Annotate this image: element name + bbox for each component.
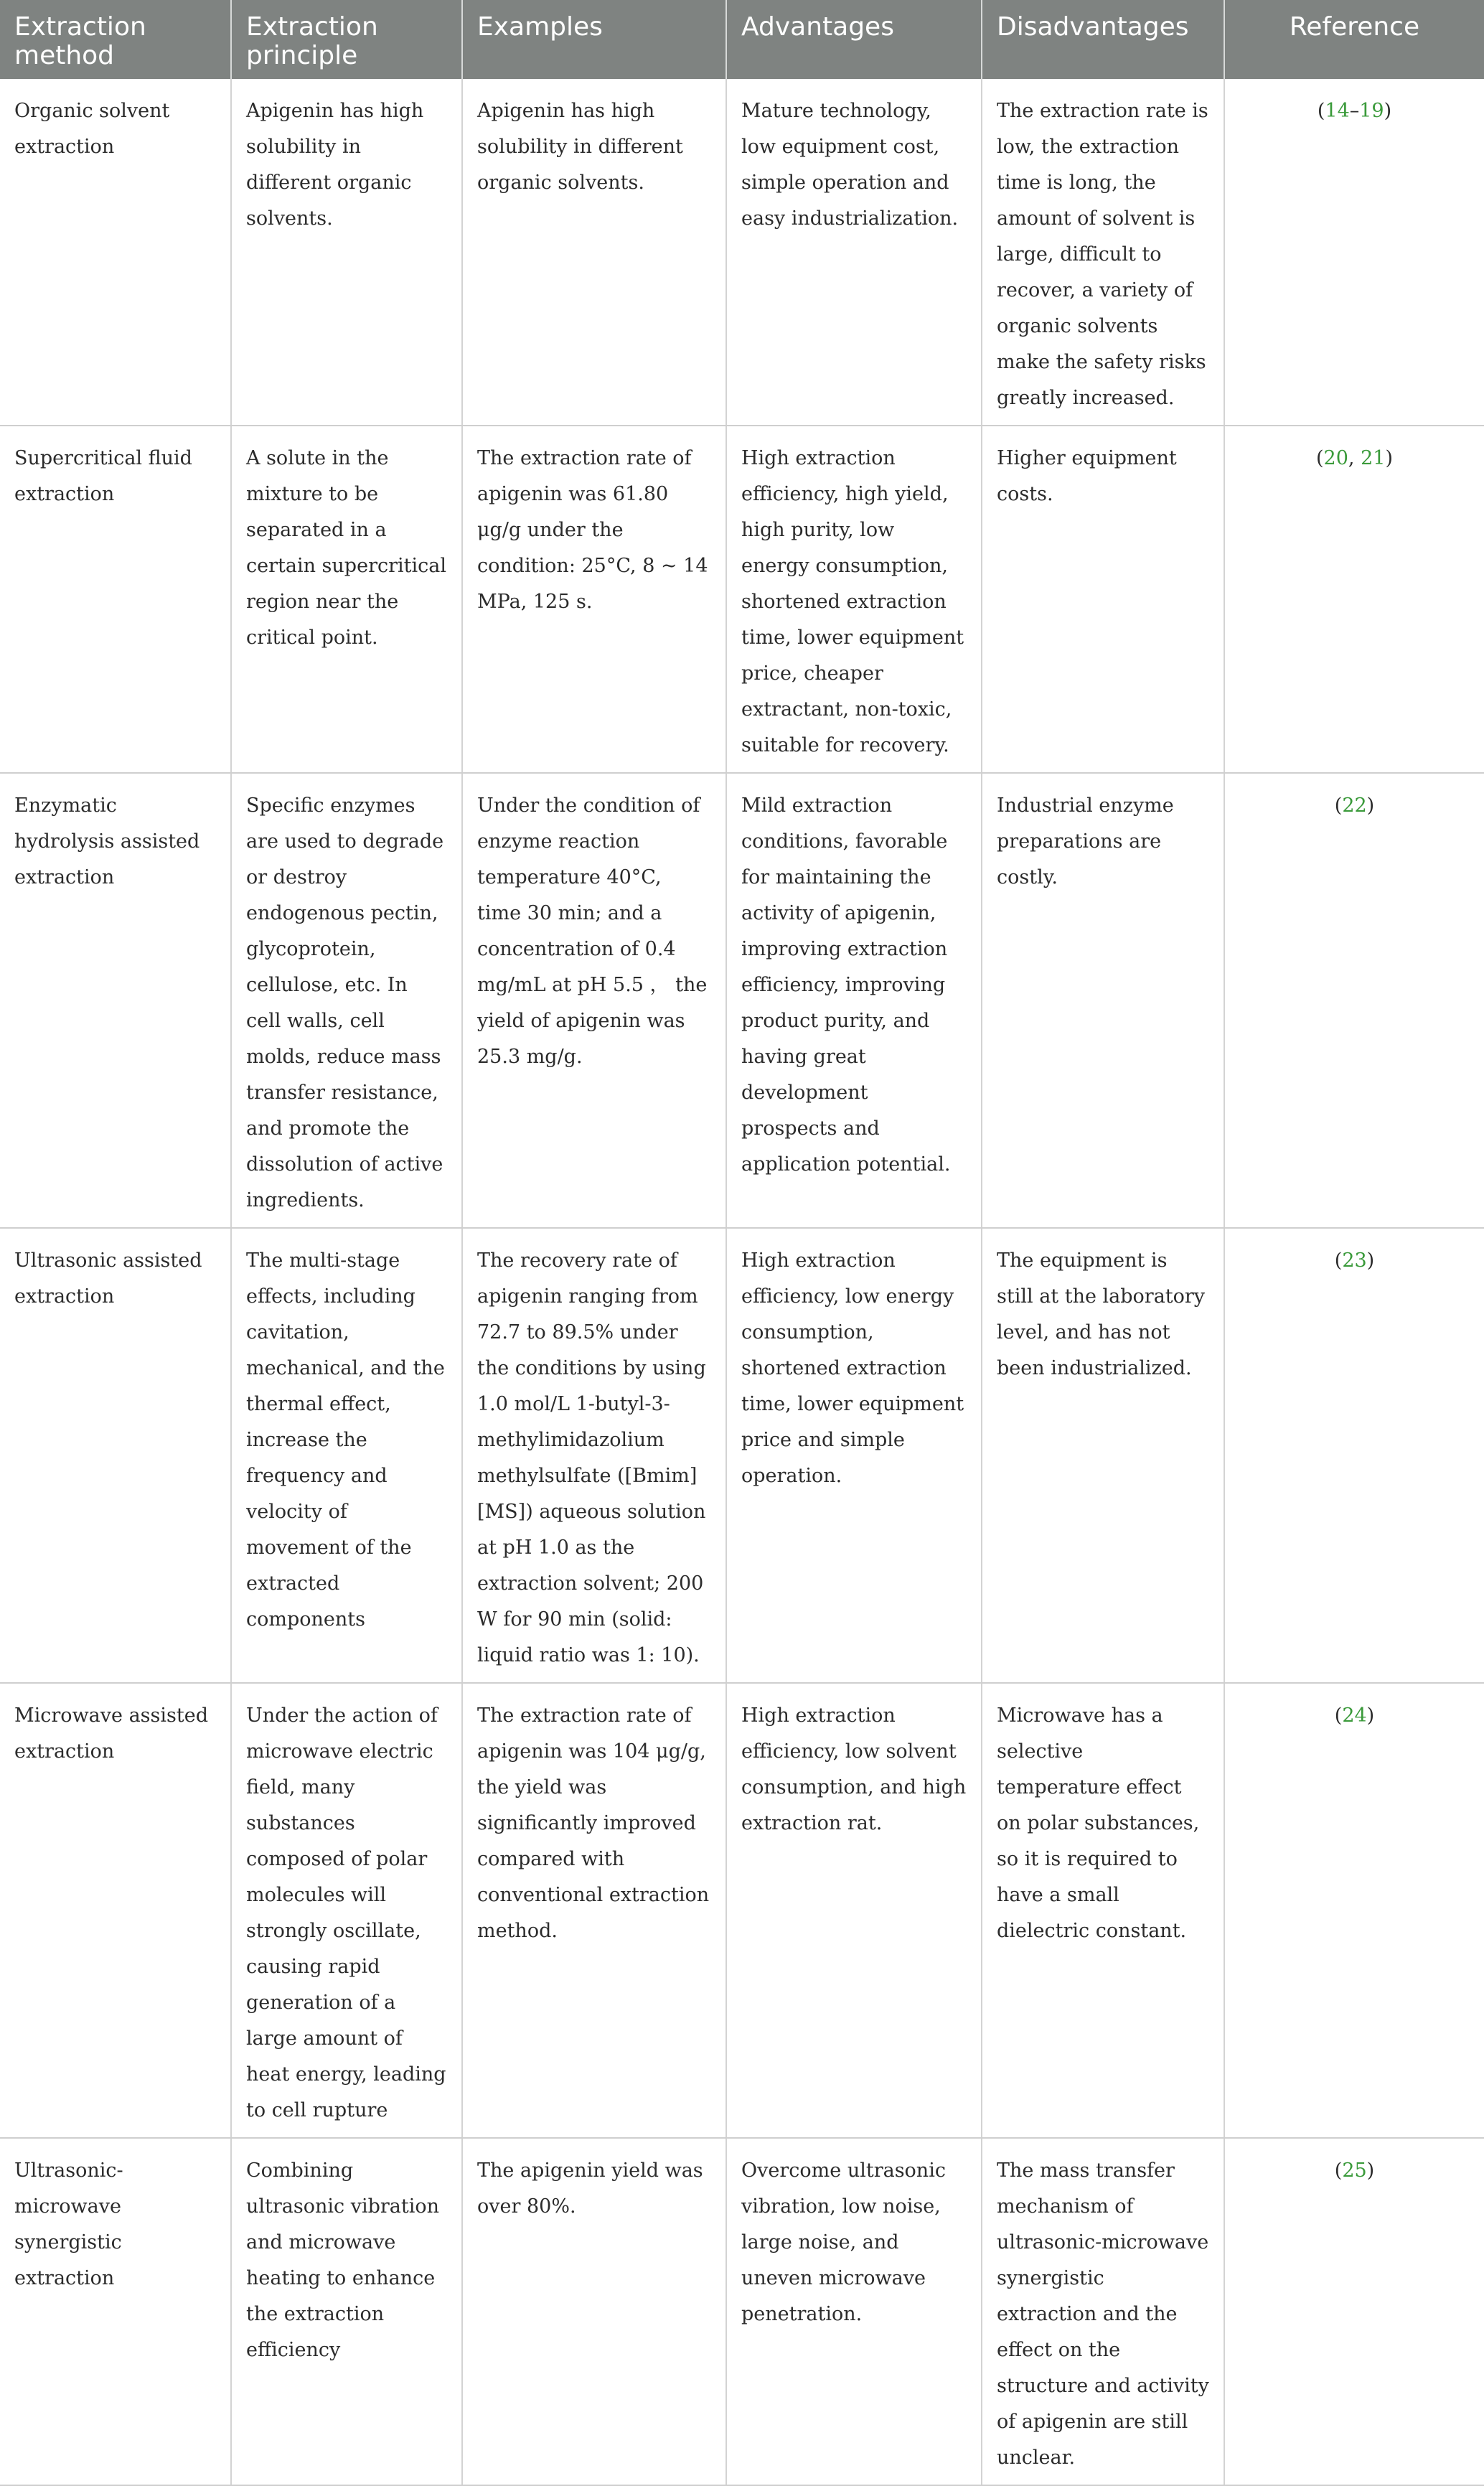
cell-disadvantages: Industrial enzyme preparations are costly. xyxy=(982,773,1224,1228)
header-advantages: Advantages xyxy=(726,0,982,79)
table-row xyxy=(0,1228,1484,1683)
ref-close-paren: ) xyxy=(1366,1249,1375,1272)
reference-link[interactable]: 14 xyxy=(1325,100,1350,122)
ref-close-paren: ) xyxy=(1385,447,1393,469)
reference-link[interactable]: 21 xyxy=(1361,447,1386,469)
table-row xyxy=(0,773,1484,1228)
cell-method: Enzymatic hydrolysis assisted extraction xyxy=(0,773,231,1228)
cell-principle: A solute in the mixture to be separated in a certain supercritical region near the critical point. xyxy=(231,426,462,773)
table-row xyxy=(0,2138,1484,2485)
ref-close-paren: ) xyxy=(1366,794,1375,817)
reference-link[interactable]: 24 xyxy=(1342,1704,1367,1727)
header-examples: Examples xyxy=(462,0,726,79)
cell-reference xyxy=(1224,79,1484,426)
cell-advantages: High extraction efficiency, high yield, high purity, low energy consumption, shortened extraction time, lower equipment price, cheaper extractant, non-toxic, suitable for recovery. xyxy=(726,426,982,773)
cell-disadvantages: The mass transfer mechanism of ultrasonic-microwave synergistic extraction and the effect on the structure and activity of apigenin are still unclear. xyxy=(982,2138,1224,2485)
cell-principle: Apigenin has high solubility in different organic solvents. xyxy=(231,79,462,426)
cell-examples: Under the condition of enzyme reaction temperature 40°C, time 30 min; and a concentration of 0.4 mg/mL at pH 5.5 ， the yield of apigenin was 25.3 mg/g. xyxy=(462,773,726,1228)
cell-disadvantages: Higher equipment costs. xyxy=(982,426,1224,773)
ref-separator: , xyxy=(1348,447,1361,469)
cell-method: Microwave assisted extraction xyxy=(0,1683,231,2138)
reference-link[interactable]: 19 xyxy=(1359,100,1384,122)
cell-method: Ultrasonic-microwave synergistic extraction xyxy=(0,2138,231,2485)
ref-open-paren: ( xyxy=(1317,100,1325,122)
cell-principle: The multi-stage effects, including cavitation, mechanical, and the thermal effect, increase the frequency and velocity of movement of the extracted components xyxy=(231,1228,462,1683)
reference-link[interactable]: 20 xyxy=(1323,447,1348,469)
cell-examples: The recovery rate of apigenin ranging from 72.7 to 89.5% under the conditions by using 1.0 mol/L 1-butyl-3-methylimidazolium methylsulfate ([Bmim][MS]) aqueous solution at pH 1.0 as the extraction solvent; 200 W for 90 min (solid: liquid ratio was 1: 10). xyxy=(462,1228,726,1683)
cell-advantages: High extraction efficiency, low solvent consumption, and high extraction rat. xyxy=(726,1683,982,2138)
cell-method: Organic solvent extraction xyxy=(0,79,231,426)
cell-principle: Specific enzymes are used to degrade or destroy endogenous pectin, glycoprotein, cellulose, etc. In cell walls, cell molds, reduce mass transfer resistance, and promote the dissolution of active ingredients. xyxy=(231,773,462,1228)
reference-link[interactable]: 25 xyxy=(1342,2159,1367,2182)
ref-separator: – xyxy=(1349,100,1360,122)
cell-advantages: Overcome ultrasonic vibration, low noise, large noise, and uneven microwave penetration. xyxy=(726,2138,982,2485)
cell-examples: The extraction rate of apigenin was 61.80 μg/g under the condition: 25°C, 8 ~ 14 MPa, 125 s. xyxy=(462,426,726,773)
cell-disadvantages: Microwave has a selective temperature effect on polar substances, so it is required to have a small dielectric constant. xyxy=(982,1683,1224,2138)
cell-reference xyxy=(1224,2138,1484,2485)
cell-examples: The apigenin yield was over 80%. xyxy=(462,2138,726,2485)
cell-method: Supercritical fluid extraction xyxy=(0,426,231,773)
ref-open-paren: ( xyxy=(1334,2159,1343,2182)
cell-reference xyxy=(1224,426,1484,773)
cell-examples: Apigenin has high solubility in different organic solvents. xyxy=(462,79,726,426)
table-header xyxy=(0,0,1484,79)
ref-open-paren: ( xyxy=(1316,447,1324,469)
cell-method: Ultrasonic assisted extraction xyxy=(0,1228,231,1683)
header-disadvantages: Disadvantages xyxy=(982,0,1224,79)
table-row xyxy=(0,79,1484,426)
cell-examples: The extraction rate of apigenin was 104 μg/g, the yield was significantly improved compared with conventional extraction method. xyxy=(462,1683,726,2138)
table-row xyxy=(0,1683,1484,2138)
ref-open-paren: ( xyxy=(1334,1704,1343,1727)
header-extraction-principle: Extraction principle xyxy=(231,0,462,79)
table-body xyxy=(0,79,1484,2485)
cell-principle: Under the action of microwave electric field, many substances composed of polar molecules will strongly oscillate, causing rapid generation of a large amount of heat energy, leading to cell rupture xyxy=(231,1683,462,2138)
table-row xyxy=(0,426,1484,773)
cell-reference xyxy=(1224,1683,1484,2138)
header-reference: Reference xyxy=(1224,0,1484,79)
header-extraction-method: Extraction method xyxy=(14,12,146,70)
cell-advantages: Mild extraction conditions, favorable for maintaining the activity of apigenin, improving extraction efficiency, improving product purity, and having great development prospects and application potential. xyxy=(726,773,982,1228)
header-row xyxy=(0,0,1484,79)
ref-close-paren: ) xyxy=(1366,2159,1375,2182)
reference-link[interactable]: 23 xyxy=(1342,1249,1367,1272)
cell-principle: Combining ultrasonic vibration and microwave heating to enhance the extraction efficiency xyxy=(231,2138,462,2485)
cell-advantages: Mature technology, low equipment cost, simple operation and easy industrialization. xyxy=(726,79,982,426)
cell-advantages: High extraction efficiency, low energy consumption, shortened extraction time, lower equipment price and simple operation. xyxy=(726,1228,982,1683)
ref-open-paren: ( xyxy=(1334,794,1343,817)
reference-link[interactable]: 22 xyxy=(1342,794,1367,817)
ref-close-paren: ) xyxy=(1366,1704,1375,1727)
cell-disadvantages: The extraction rate is low, the extraction time is long, the amount of solvent is large, difficult to recover, a variety of organic solvents make the safety risks greatly increased. xyxy=(982,79,1224,426)
cell-reference xyxy=(1224,773,1484,1228)
ref-open-paren: ( xyxy=(1334,1249,1343,1272)
ref-close-paren: ) xyxy=(1384,100,1392,122)
cell-reference xyxy=(1224,1228,1484,1683)
cell-disadvantages: The equipment is still at the laboratory level, and has not been industrialized. xyxy=(982,1228,1224,1683)
